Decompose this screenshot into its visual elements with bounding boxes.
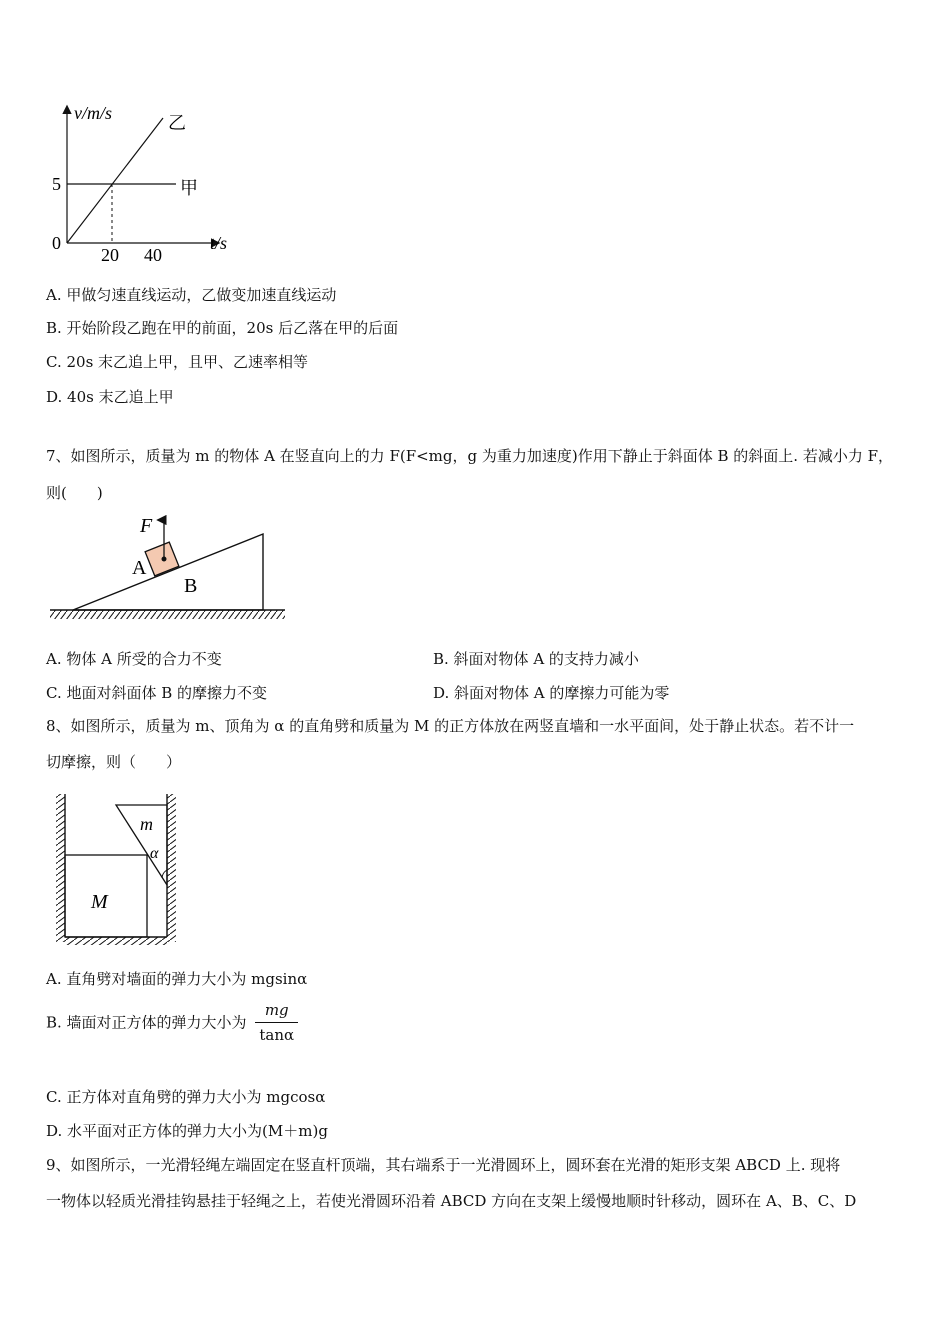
q9-stem-line1: 9、如图所示，一光滑轻绳左端固定在竖直杆顶端，其右端系于一光滑圆环上，圆环套在光滑的矩形支架 ABCD 上. 现将 — [46, 1156, 841, 1174]
q8-option-d: D. 水平面对正方体的弹力大小为(M＋m)g — [46, 1122, 328, 1140]
q8-option-b-text: B. 墙面对正方体的弹力大小为 — [46, 1013, 247, 1032]
q6-option-b: B. 开始阶段乙跑在甲的前面，20s 后乙落在甲的后面 — [46, 319, 399, 337]
y-axis-label: v/m/s — [74, 103, 112, 123]
wedge-b-label: B — [184, 575, 198, 597]
q8-stem-line1: 8、如图所示，质量为 m、顶角为 α 的直角劈和质量为 M 的正方体放在两竖直墙和一水平面间，处于静止状态。若不计一 — [46, 717, 855, 735]
q8-option-c: C. 正方体对直角劈的弹力大小为 mgcosα — [46, 1088, 326, 1106]
wedge-mass-label: m — [140, 814, 153, 834]
force-label: F — [140, 515, 153, 537]
q7-option-c: C. 地面对斜面体 B 的摩擦力不变 — [46, 684, 268, 702]
angle-arc — [162, 870, 167, 878]
q8-option-a: A. 直角劈对墙面的弹力大小为 mgsinα — [46, 970, 308, 988]
ground-hatch — [50, 610, 285, 619]
q8-option-b — [46, 1001, 298, 1044]
label-yi: 乙 — [168, 113, 186, 133]
q6-option-a: A. 甲做匀速直线运动，乙做变加速直线运动 — [46, 286, 337, 304]
q6-option-c: C. 20s 末乙追上甲，且甲、乙速率相等 — [46, 353, 309, 371]
floor-hatch — [65, 937, 167, 945]
q7-option-a: A. 物体 A 所受的合力不变 — [46, 650, 222, 668]
x-tick-20: 20 — [101, 245, 119, 265]
label-jia: 甲 — [180, 178, 198, 198]
q8-option-b-fraction — [255, 1001, 298, 1044]
x-axis-label: t/s — [210, 233, 228, 253]
angle-label: α — [150, 845, 159, 862]
q7-option-b: B. 斜面对物体 A 的支持力减小 — [433, 650, 639, 668]
q7-option-d: D. 斜面对物体 A 的摩擦力可能为零 — [433, 684, 670, 702]
x-tick-40: 40 — [144, 245, 162, 265]
q7-stem-line1: 7、如图所示，质量为 m 的物体 A 在竖直向上的力 F(F<mg，g 为重力加速度)作用下静止于斜面体 B 的斜面上. 若减小力 F， — [46, 447, 893, 465]
block-a-label: A — [132, 557, 147, 579]
cube-mass-label: M — [91, 891, 108, 913]
fraction-numerator: mg — [255, 1001, 298, 1023]
right-wall-hatch — [167, 794, 176, 942]
q7-stem-line2: 则( ) — [46, 484, 103, 502]
y-tick-5: 5 — [52, 174, 61, 194]
wedge-cube-figure — [50, 790, 190, 950]
q9-stem-line2: 一物体以轻质光滑挂钩悬挂于轻绳之上，若使光滑圆环沿着 ABCD 方向在支架上缓慢地顺时针移动，圆环在 A、B、C、D — [46, 1192, 857, 1210]
q8-stem-line2: 切摩擦，则（ ） — [46, 753, 182, 771]
vt-graph — [40, 95, 250, 265]
fraction-denominator: tanα — [259, 1026, 295, 1044]
origin-label: 0 — [52, 233, 61, 253]
left-wall-hatch — [56, 794, 65, 942]
q6-option-d: D. 40s 末乙追上甲 — [46, 388, 174, 406]
incline-figure — [48, 508, 293, 628]
line-yi — [67, 118, 163, 243]
